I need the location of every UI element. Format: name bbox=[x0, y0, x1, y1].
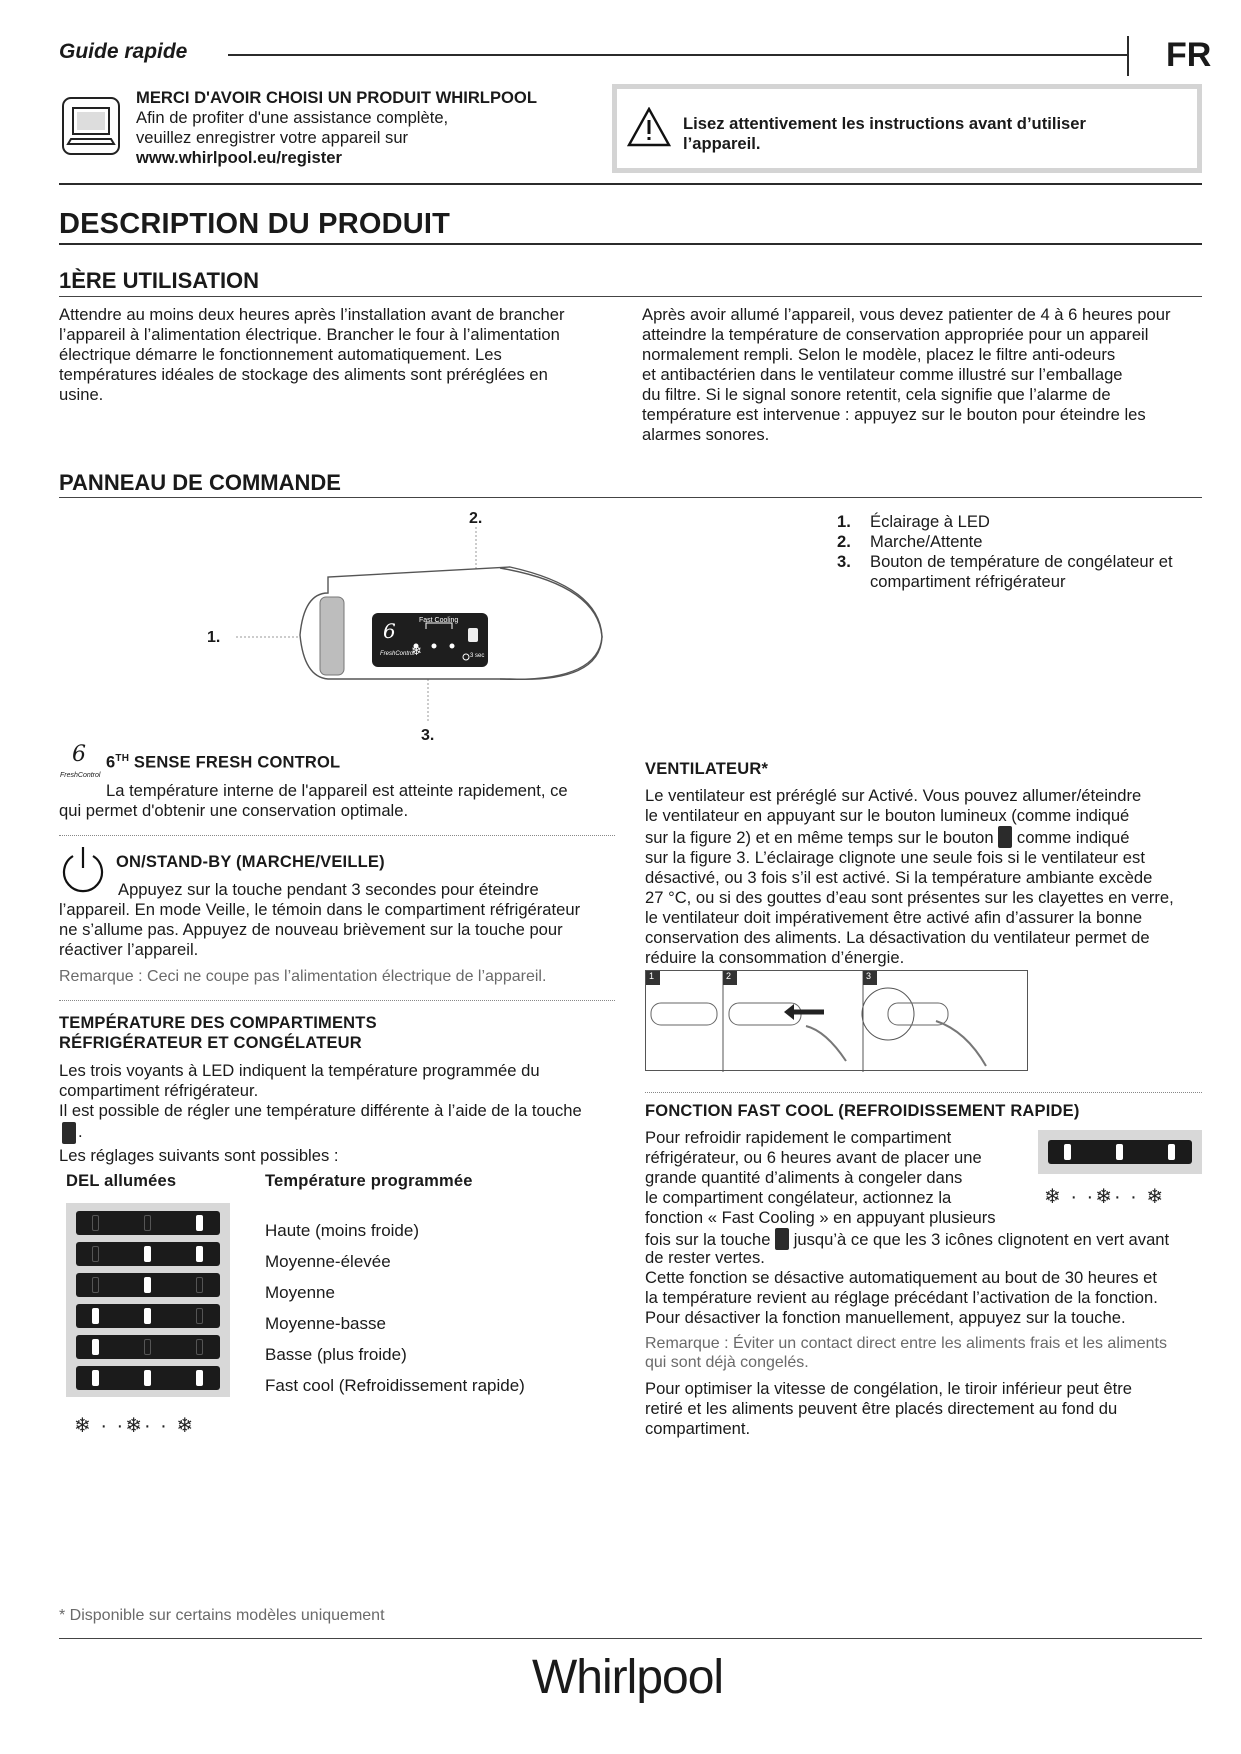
temp-col-leds: DEL allumées bbox=[66, 1172, 177, 1190]
fan-line: le ventilateur doit impérativement être activé afin d’assurer la bonne bbox=[645, 908, 1143, 927]
onoff-remark: Remarque : Ceci ne coupe pas l’alimentation électrique de l’appareil. bbox=[59, 968, 547, 985]
fast-cool-line: réfrigérateur, ou 6 heures avant de placer une bbox=[645, 1148, 982, 1167]
temperature-title-1: TEMPÉRATURE DES COMPARTIMENTS bbox=[59, 1014, 377, 1032]
sixth-sense-line-1: La température interne de l'appareil est atteinte rapidement, ce bbox=[106, 781, 568, 800]
fan-line: 27 °C, ou si des gouttes d’eau sont présentes sur les clayettes en verre, bbox=[645, 888, 1174, 907]
led bbox=[144, 1370, 151, 1386]
fast-cool-text-1 bbox=[645, 1128, 1015, 1228]
dotted-separator bbox=[59, 1000, 615, 1001]
led bbox=[144, 1308, 151, 1324]
temp-setting-label: Moyenne-basse bbox=[265, 1314, 386, 1333]
temp-key-icon bbox=[62, 1122, 76, 1144]
description-title: DESCRIPTION DU PRODUIT bbox=[59, 208, 451, 240]
onoff-line: Appuyez sur la touche pendant 3 secondes pour éteindre bbox=[118, 880, 539, 899]
callout-2: 2. bbox=[469, 510, 483, 527]
temperature-line-3: Il est possible de régler une température différente à l’aide de la touche bbox=[59, 1101, 582, 1120]
first-use-right-line: du filtre. Si le signal sonore retentit, cela signifie que l’alarme de bbox=[642, 385, 1111, 404]
led bbox=[1116, 1144, 1123, 1160]
temperature-line-1: Les trois voyants à LED indiquent la température programmée du bbox=[59, 1061, 540, 1080]
whirlpool-logo: Whirlpool bbox=[532, 1651, 724, 1704]
fan-line: conservation des aliments. La désactivation du ventilateur permet de bbox=[645, 928, 1150, 947]
legend-text: Bouton de température de congélateur et bbox=[870, 552, 1173, 571]
panel-sixth-sense-icon: 6 bbox=[383, 619, 396, 643]
temp-setting-label: Fast cool (Refroidissement rapide) bbox=[265, 1376, 525, 1395]
led bbox=[196, 1215, 203, 1231]
onoff-line: l’appareil. En mode Veille, le témoin dans le compartiment réfrigérateur bbox=[59, 900, 581, 919]
first-use-left-line: usine. bbox=[59, 385, 104, 404]
computer-icon bbox=[62, 97, 120, 155]
fan-key-icon bbox=[998, 826, 1012, 848]
fan-line: réduire la consommation d’énergie. bbox=[645, 948, 905, 967]
first-use-left-line: électrique démarre le fonctionnement automatiquement. Les bbox=[59, 345, 502, 364]
panel-snowflake-icon: ❄ bbox=[411, 643, 422, 658]
led bbox=[92, 1339, 99, 1355]
led bbox=[92, 1370, 99, 1386]
warning-box bbox=[612, 84, 1202, 173]
fan-fig-label: 2 bbox=[726, 971, 732, 981]
onoff-line: ne s’allume pas. Appuyez de nouveau brièvement sur la touche pour bbox=[59, 920, 563, 939]
led bbox=[196, 1370, 203, 1386]
control-panel-illustration bbox=[200, 505, 620, 745]
onoff-title: ON/STAND-BY (MARCHE/VEILLE) bbox=[116, 853, 385, 871]
fan-title: VENTILATEUR* bbox=[645, 760, 769, 778]
led bbox=[92, 1277, 99, 1293]
fast-cool-line: Pour optimiser la vitesse de congélation, le tiroir inférieur peut être bbox=[645, 1379, 1132, 1398]
fan-fig-label: 1 bbox=[649, 971, 655, 981]
panel-3sec-label: 3 sec bbox=[470, 653, 485, 659]
language-code: FR bbox=[1166, 36, 1212, 74]
fast-cool-line: le compartiment congélateur, actionnez la bbox=[645, 1188, 952, 1207]
fast-cool-remark-2: qui sont déjà congelés. bbox=[645, 1354, 809, 1371]
register-heading: MERCI D'AVOIR CHOISI UN PRODUIT WHIRLPOOL bbox=[136, 88, 537, 107]
led bbox=[144, 1277, 151, 1293]
fast-cool-snowflake-icon: ❄ · ·❄· · ❄ bbox=[1044, 1186, 1166, 1208]
led bbox=[196, 1246, 203, 1262]
first-use-left-line: Attendre au moins deux heures après l’installation avant de brancher bbox=[59, 305, 565, 324]
temperature-line-3-end: . bbox=[78, 1122, 83, 1141]
dotted-separator bbox=[645, 1092, 1202, 1093]
snowflake-scale-icon: ❄ · ·❄· · ❄ bbox=[74, 1415, 196, 1437]
temp-col-setting: Température programmée bbox=[265, 1172, 473, 1190]
warning-triangle-icon bbox=[627, 107, 671, 152]
fan-fig-label: 3 bbox=[866, 971, 872, 981]
first-use-right-line: alarmes sonores. bbox=[642, 425, 770, 444]
fast-cool-touch-line: fois sur la touche jusqu’à ce que les 3 icônes clignotent en vert avant bbox=[645, 1230, 1170, 1249]
fan-line: Le ventilateur est préréglé sur Activé. Vous pouvez allumer/éteindre bbox=[645, 786, 1142, 805]
sixth-sense-icon-label: FreshControl bbox=[60, 772, 101, 779]
footnote: * Disponible sur certains modèles uniquement bbox=[59, 1607, 385, 1624]
fan-line: sur la figure 2) et en même temps sur le bouton comme indiqué bbox=[645, 828, 1130, 847]
temperature-title-2: RÉFRIGÉRATEUR ET CONGÉLATEUR bbox=[59, 1034, 362, 1052]
fast-cool-line: Pour refroidir rapidement le compartiment bbox=[645, 1128, 952, 1147]
led bbox=[144, 1246, 151, 1262]
panel-brand-label: FreshControl bbox=[380, 651, 415, 657]
warning-line-2: l’appareil. bbox=[683, 134, 761, 153]
led bbox=[92, 1215, 99, 1231]
legend-num: 3. bbox=[837, 552, 851, 571]
fast-cool-remark-1: Remarque : Éviter un contact direct entre les aliments frais et les aliments bbox=[645, 1335, 1167, 1352]
footer-rule bbox=[59, 1638, 1202, 1639]
temp-setting-label: Moyenne bbox=[265, 1283, 335, 1302]
legend-num: 2. bbox=[837, 532, 851, 551]
fast-cool-line: compartiment. bbox=[645, 1419, 751, 1438]
led-row bbox=[76, 1335, 220, 1359]
led-row bbox=[76, 1242, 220, 1266]
led bbox=[92, 1308, 99, 1324]
onoff-line: réactiver l’appareil. bbox=[59, 940, 199, 959]
sixth-sense-title: 6TH SENSE FRESH CONTROL bbox=[106, 753, 341, 772]
dotted-separator bbox=[59, 835, 615, 836]
control-panel-rule bbox=[59, 497, 1202, 498]
led bbox=[196, 1339, 203, 1355]
fast-cool-line: la température revient au réglage précédant l’activation de la fonction. bbox=[645, 1288, 1158, 1307]
panel-fast-cooling-label: Fast Cooling bbox=[419, 617, 459, 624]
temp-setting-label: Haute (moins froide) bbox=[265, 1221, 420, 1240]
legend-text: Éclairage à LED bbox=[870, 512, 990, 531]
first-use-left-line: l’appareil à l’alimentation électrique. Brancher le four à l’alimentation bbox=[59, 325, 560, 344]
fan-figures bbox=[645, 970, 1028, 1071]
led-row bbox=[76, 1211, 220, 1235]
register-line-2: veuillez enregistrer votre appareil sur bbox=[136, 128, 409, 147]
control-panel-title: PANNEAU DE COMMANDE bbox=[59, 470, 341, 495]
header-rule-tick bbox=[1127, 36, 1129, 76]
fast-cool-text-2 bbox=[645, 1248, 1215, 1328]
fast-cool-line: retiré et les aliments peuvent être placés directement au fond du bbox=[645, 1399, 1118, 1418]
led-row bbox=[76, 1366, 220, 1390]
first-use-right-text bbox=[642, 305, 1212, 445]
first-use-left-text bbox=[59, 305, 639, 405]
fast-cool-title: FONCTION FAST COOL (REFROIDISSEMENT RAPIDE) bbox=[645, 1102, 1080, 1120]
fast-cool-line: Cette fonction se désactive automatiquement au bout de 30 heures et bbox=[645, 1268, 1157, 1287]
led bbox=[196, 1308, 203, 1324]
register-url[interactable]: www.whirlpool.eu/register bbox=[136, 148, 342, 167]
fast-cool-led-panel bbox=[1038, 1130, 1202, 1174]
temperature-line-4: Les réglages suivants sont possibles : bbox=[59, 1146, 339, 1165]
temp-setting-label: Moyenne-élevée bbox=[265, 1252, 391, 1271]
led-row bbox=[76, 1273, 220, 1297]
fast-cool-line: fonction « Fast Cooling » en appuyant plusieurs bbox=[645, 1208, 996, 1227]
first-use-right-line: température est intervenue : appuyez sur le bouton pour éteindre les bbox=[642, 405, 1146, 424]
fan-line: désactivé, ou 3 fois s’il est activé. Si la température ambiante excède bbox=[645, 868, 1153, 887]
fast-cool-key-icon bbox=[775, 1228, 789, 1250]
fast-cool-line: Pour désactiver la fonction manuellement, appuyez sur la touche. bbox=[645, 1308, 1126, 1327]
sixth-sense-line-2: qui permet d'obtenir une conservation optimale. bbox=[59, 801, 409, 820]
fan-text bbox=[645, 786, 1215, 968]
register-bottom-rule bbox=[59, 183, 1202, 185]
fan-line: sur la figure 3. L’éclairage clignote une seule fois si le ventilateur est bbox=[645, 848, 1145, 867]
description-rule bbox=[59, 243, 1202, 245]
first-use-right-line: atteindre la température de conservation appropriée pour un appareil bbox=[642, 325, 1149, 344]
first-use-right-line: et antibactérien dans le ventilateur comme illustré sur l’emballage bbox=[642, 365, 1123, 384]
led bbox=[144, 1215, 151, 1231]
sixth-sense-icon: 6 FreshControl bbox=[60, 742, 101, 779]
fast-cool-line: de rester vertes. bbox=[645, 1248, 765, 1267]
first-use-right-line: Après avoir allumé l’appareil, vous devez patienter de 4 à 6 heures pour bbox=[642, 305, 1171, 324]
first-use-left-line: températures idéales de stockage des aliments sont préréglées en bbox=[59, 365, 548, 384]
temperature-line-2: compartiment réfrigérateur. bbox=[59, 1081, 259, 1100]
first-use-right-line: normalement rempli. Selon le modèle, placez le filtre anti-odeurs bbox=[642, 345, 1116, 364]
legend-num: 1. bbox=[837, 512, 851, 531]
legend-text: Marche/Attente bbox=[870, 532, 983, 551]
power-icon bbox=[58, 844, 108, 894]
fast-cool-text-3 bbox=[645, 1379, 1215, 1439]
first-use-title: 1ÈRE UTILISATION bbox=[59, 268, 260, 293]
header-rule bbox=[228, 54, 1128, 56]
led-row bbox=[76, 1304, 220, 1328]
led bbox=[1064, 1144, 1071, 1160]
led-panel bbox=[66, 1203, 230, 1397]
led bbox=[144, 1339, 151, 1355]
led-row bbox=[1048, 1140, 1192, 1164]
led bbox=[196, 1277, 203, 1293]
header-title: Guide rapide bbox=[59, 40, 188, 63]
led bbox=[92, 1246, 99, 1262]
first-use-rule bbox=[59, 296, 1202, 297]
register-line-1: Afin de profiter d'une assistance complète, bbox=[136, 108, 449, 127]
callout-3: 3. bbox=[421, 727, 435, 744]
legend-text: compartiment réfrigérateur bbox=[870, 572, 1066, 591]
warning-line-1: Lisez attentivement les instructions avant d’utiliser bbox=[683, 114, 1086, 133]
led bbox=[1168, 1144, 1175, 1160]
fast-cool-line: grande quantité d’aliments à congeler dans bbox=[645, 1168, 963, 1187]
callout-1: 1. bbox=[207, 629, 221, 646]
fan-line: le ventilateur en appuyant sur le bouton lumineux (comme indiqué bbox=[645, 806, 1130, 825]
temp-setting-label: Basse (plus froide) bbox=[265, 1345, 407, 1364]
